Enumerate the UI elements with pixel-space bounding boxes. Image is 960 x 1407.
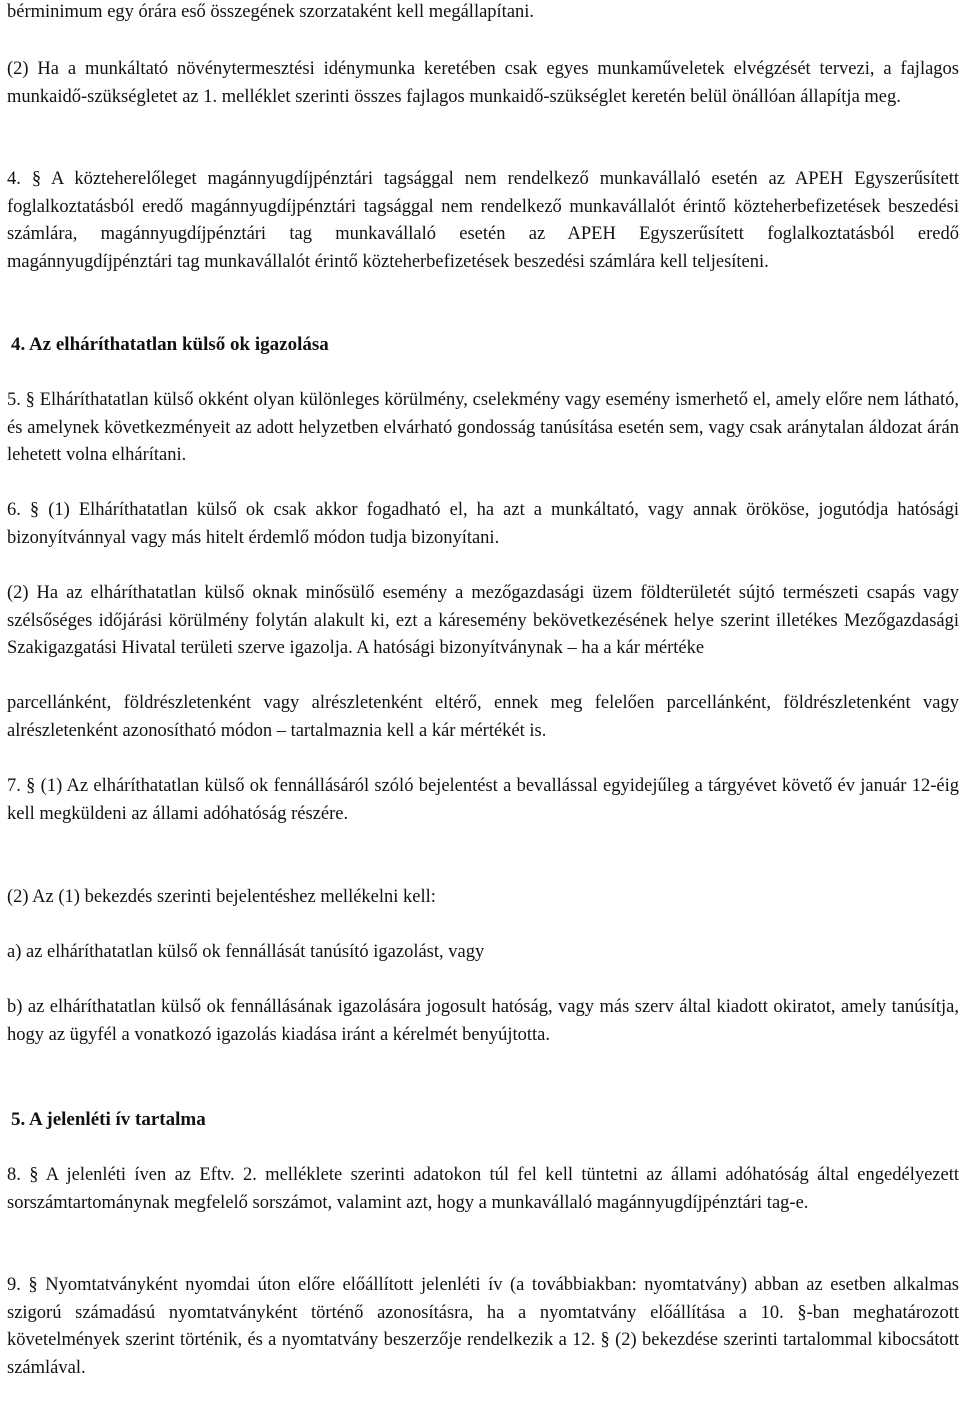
paragraph-section-6-2-continued: parcellánként, földrészletenként vagy alrészletenként eltérő, ennek meg felelően parcellánként, földrészletenként vagy alrészletenként azonosítható módon – tartalmaznia kell a kár mértékét is. (7, 693, 959, 741)
heading-chapter-4: 4. Az elháríthatatlan külső ok igazolása (11, 334, 329, 355)
paragraph-section-7-1: 7. § (1) Az elháríthatatlan külső ok fennállásáról szóló bejelentést a bevallással egyidejűleg a tárgyévet követő év január 12-éig kell megküldeni az állami adóhatóság részére. (7, 776, 959, 824)
heading-chapter-5: 5. A jelenléti ív tartalma (11, 1109, 206, 1130)
paragraph-section-5: 5. § Elháríthatatlan külső okként olyan különleges körülmény, cselekmény vagy esemény ismerhető el, amely előre nem látható, és amelynek következményeit az adott helyzetben elvárható gondosság tanúsítása esetén sem, vagy csak aránytalan áldozat árán lehetett volna elhárítani. (7, 390, 959, 466)
paragraph-3-2: (2) Ha a munkáltató növénytermesztési idénymunka keretében csak egyes munkaműveletek elvégzését tervezi, a fajlagos munkaidő-szükségletet az 1. melléklet szerinti összes fajlagos munkaidő-szükséglet keretén belül önállóan állapítja meg. (7, 59, 959, 107)
paragraph-section-9: 9. § Nyomtatványként nyomdai úton előre előállított jelenléti ív (a továbbiakban: nyomtatvány) abban az esetben alkalmas szigorú számadású nyomtatványként történő azonosításra, ha a nyomtatvány előállítása a 10. §-ban meghatározott követelmények szerint történik, és a nyomtatvány beszerzője rendelkezik a 12. § (2) bekezdése szerinti tartalommal kibocsátott számlával. (7, 1275, 959, 1378)
paragraph-section-8: 8. § A jelenléti íven az Eftv. 2. melléklete szerinti adatokon túl fel kell tüntetni az állami adóhatóság által engedélyezett sorszámtartománynak megfelelő sorszámot, valamint azt, hogy a munkavállaló magánnyugdíjpénztári tag-e. (7, 1165, 959, 1213)
paragraph-section-6-2: (2) Ha az elháríthatatlan külső oknak minősülő esemény a mezőgazdasági üzem földterületét sújtó természeti csapás vagy szélsőséges időjárási körülmény folytán alakult ki, ezt a káresemény bekövetkezésének helye szerint illetékes Mezőgazdasági Szakigazgatási Hivatal területi szerve igazolja. A hatósági bizonyítványnak – ha a kár mértéke (7, 583, 959, 659)
paragraph-section-4: 4. § A közteherelőleget magánnyugdíjpénztári tagsággal nem rendelkező munkavállaló esetén az APEH Egyszerűsített foglalkoztatásból eredő magánnyugdíjpénztári tagsággal nem rendelkező munkavállalót érintő közteherbefizetések beszedési számlára, magánnyugdíjpénztári tag munkavállaló esetén az APEH Egyszerűsített foglalkoztatásból eredő magánnyugdíjpénztári tag munkavállalót érintő közteherbefizetések beszedési számlára kell teljesíteni. (7, 169, 959, 272)
paragraph-bérminimum: bérminimum egy órára eső összegének szorzataként kell megállapítani. (7, 2, 535, 22)
paragraph-point-a: a) az elháríthatatlan külső ok fennállását tanúsító igazolást, vagy (7, 942, 485, 962)
paragraph-section-6-1: 6. § (1) Elháríthatatlan külső ok csak akkor fogadható el, ha azt a munkáltató, vagy annak örököse, jogutódja hatósági bizonyítvánnyal vagy más hitelt érdemlő módon tudja bizonyítani. (7, 500, 959, 548)
paragraph-section-7-2: (2) Az (1) bekezdés szerinti bejelentéshez mellékelni kell: (7, 887, 436, 907)
paragraph-point-b: b) az elháríthatatlan külső ok fennállásának igazolására jogosult hatóság, vagy más szerv által kiadott okiratot, amely tanúsítja, hogy az ügyfél a vonatkozó igazolás kiadása iránt a kérelmét benyújtotta. (7, 997, 959, 1045)
